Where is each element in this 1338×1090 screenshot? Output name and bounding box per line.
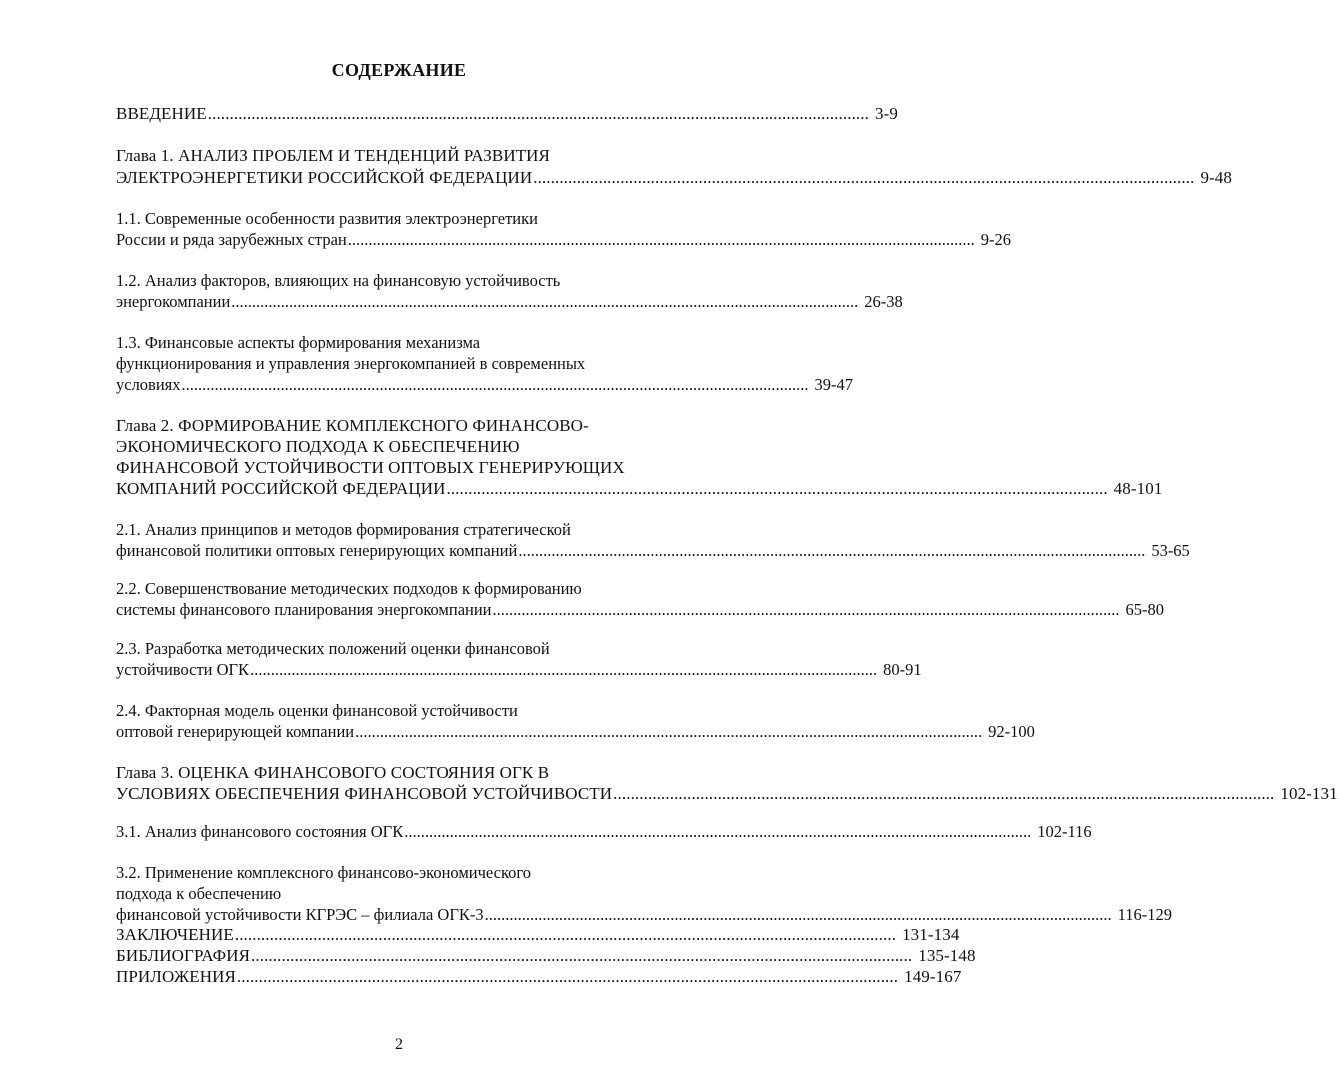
toc-label: системы финансового планирования энергокомпании <box>116 600 492 619</box>
toc-entry-intro[interactable] <box>116 103 898 124</box>
toc-entry-bibliography[interactable] <box>116 945 976 966</box>
toc-label: ПРИЛОЖЕНИЯ <box>116 967 236 986</box>
toc-entry-1-1-line1[interactable]: 1.1. Современные особенности развития электроэнергетики <box>116 209 538 228</box>
toc-entry-3-1[interactable] <box>116 821 1092 842</box>
toc-label: 3.1. Анализ финансового состояния ОГК <box>116 822 404 841</box>
toc-entry-appendix[interactable] <box>116 966 962 987</box>
toc-entry-2-4-line1[interactable]: 2.4. Факторная модель оценки финансовой устойчивости <box>116 701 518 720</box>
toc-entry-chapter2-line3[interactable]: ФИНАНСОВОЙ УСТОЙЧИВОСТИ ОПТОВЫХ ГЕНЕРИРУЮЩИХ <box>116 458 625 477</box>
toc-entry-3-2-line1[interactable]: 3.2. Применение комплексного финансово-экономического <box>116 863 532 882</box>
toc-entry-2-1-line1[interactable]: 2.1. Анализ принципов и методов формирования стратегической <box>116 520 571 539</box>
toc-entry-2-4[interactable] <box>116 721 1035 742</box>
toc-pages: 116-129 <box>1117 905 1173 924</box>
toc-entry-1-1[interactable] <box>116 229 1011 250</box>
toc-entry-chapter3-line1[interactable]: Глава 3. ОЦЕНКА ФИНАНСОВОГО СОСТОЯНИЯ ОГК В <box>116 763 550 782</box>
toc-pages: 39-47 <box>814 375 854 394</box>
toc-entry-chapter2-line1[interactable]: Глава 2. ФОРМИРОВАНИЕ КОМПЛЕКСНОГО ФИНАНСОВО- <box>116 416 589 435</box>
toc-entry-2-2[interactable] <box>116 599 1165 620</box>
toc-label: устойчивости ОГК <box>116 660 250 679</box>
toc-label: ЭЛЕКТРОЭНЕРГЕТИКИ РОССИЙСКОЙ ФЕДЕРАЦИИ <box>116 168 533 187</box>
toc-label: условиях <box>116 375 181 394</box>
toc-pages: 65-80 <box>1125 600 1165 619</box>
toc-pages: 102-116 <box>1037 822 1092 841</box>
page-number: 2 <box>395 1036 403 1053</box>
toc-pages: 9-26 <box>980 230 1011 249</box>
toc-entry-chapter1[interactable] <box>116 167 1232 188</box>
toc-label: КОМПАНИЙ РОССИЙСКОЙ ФЕДЕРАЦИИ <box>116 479 446 498</box>
toc-label: оптовой генерирующей компании <box>116 722 355 741</box>
toc-pages: 131-134 <box>902 925 960 944</box>
leader-dots: ........................................................................................................................................................ <box>234 925 897 944</box>
toc-label: России и ряда зарубежных стран <box>116 230 347 249</box>
toc-entry-1-2[interactable] <box>116 291 903 312</box>
toc-entry-chapter3[interactable] <box>116 783 1338 804</box>
toc-entry-chapter2[interactable] <box>116 478 1163 499</box>
toc-entry-3-2[interactable] <box>116 904 1173 925</box>
toc-entry-1-2-line1[interactable]: 1.2. Анализ факторов, влияющих на финансовую устойчивость <box>116 271 561 290</box>
toc-label: энергокомпании <box>116 292 231 311</box>
toc-pages: 9-48 <box>1200 168 1232 187</box>
toc-pages: 48-101 <box>1113 479 1163 498</box>
toc-entry-1-3[interactable] <box>116 374 854 395</box>
toc-label: финансовой политики оптовых генерирующих компаний <box>116 541 518 560</box>
page-title: СОДЕРЖАНИЕ <box>331 60 467 80</box>
toc-pages: 102-131 <box>1280 784 1338 803</box>
toc-entry-1-3-line2[interactable]: функционирования и управления энергокомпанией в современных <box>116 354 586 373</box>
leader-dots: ........................................................................................................................................................ <box>251 946 913 965</box>
toc-entry-2-3[interactable] <box>116 659 922 680</box>
leader-dots: ........................................................................................................................................................ <box>518 541 1146 560</box>
toc-pages: 80-91 <box>883 660 922 679</box>
toc-entry-chapter1-line1[interactable]: Глава 1. АНАЛИЗ ПРОБЛЕМ И ТЕНДЕНЦИЙ РАЗВИТИЯ <box>116 146 550 165</box>
toc-pages: 135-148 <box>918 946 976 965</box>
leader-dots: ........................................................................................................................................................ <box>236 967 899 986</box>
leader-dots: ........................................................................................................................................................ <box>347 230 975 249</box>
toc-entry-2-1[interactable] <box>116 540 1190 561</box>
leader-dots: ........................................................................................................................................................ <box>492 600 1120 619</box>
toc-label: ВВЕДЕНИЕ <box>116 104 207 123</box>
leader-dots: ........................................................................................................................................................ <box>250 660 878 679</box>
toc-entry-3-2-line2[interactable]: подхода к обеспечению <box>116 884 282 903</box>
toc-entry-1-3-line1[interactable]: 1.3. Финансовые аспекты формирования механизма <box>116 333 481 352</box>
toc-entry-chapter2-line2[interactable]: ЭКОНОМИЧЕСКОГО ПОДХОДА К ОБЕСПЕЧЕНИЮ <box>116 437 520 456</box>
toc-pages: 149-167 <box>904 967 962 986</box>
leader-dots: ........................................................................................................................................................ <box>404 822 1032 841</box>
toc-pages: 3-9 <box>874 104 898 123</box>
toc-label: УСЛОВИЯХ ОБЕСПЕЧЕНИЯ ФИНАНСОВОЙ УСТОЙЧИВОСТИ <box>116 784 613 803</box>
leader-dots: ........................................................................................................................................................ <box>533 168 1195 187</box>
toc-pages: 26-38 <box>864 292 903 311</box>
leader-dots: ........................................................................................................................................................ <box>484 905 1112 924</box>
leader-dots: ........................................................................................................................................................ <box>446 479 1108 498</box>
toc-label: БИБЛИОГРАФИЯ <box>116 946 251 965</box>
leader-dots: ........................................................................................................................................................ <box>355 722 983 741</box>
leader-dots: ........................................................................................................................................................ <box>231 292 859 311</box>
toc-label: финансовой устойчивости КГРЭС – филиала ОГК-3 <box>116 905 484 924</box>
leader-dots: ........................................................................................................................................................ <box>613 784 1275 803</box>
toc-pages: 53-65 <box>1151 541 1190 560</box>
toc-entry-conclusion[interactable] <box>116 924 960 945</box>
toc-entry-2-2-line1[interactable]: 2.2. Совершенствование методических подходов к формированию <box>116 579 582 598</box>
leader-dots: ........................................................................................................................................................ <box>207 104 869 123</box>
toc-label: ЗАКЛЮЧЕНИЕ <box>116 925 234 944</box>
toc-pages: 92-100 <box>988 722 1035 741</box>
toc-entry-2-3-line1[interactable]: 2.3. Разработка методических положений оценки финансовой <box>116 639 550 658</box>
leader-dots: ........................................................................................................................................................ <box>181 375 809 394</box>
